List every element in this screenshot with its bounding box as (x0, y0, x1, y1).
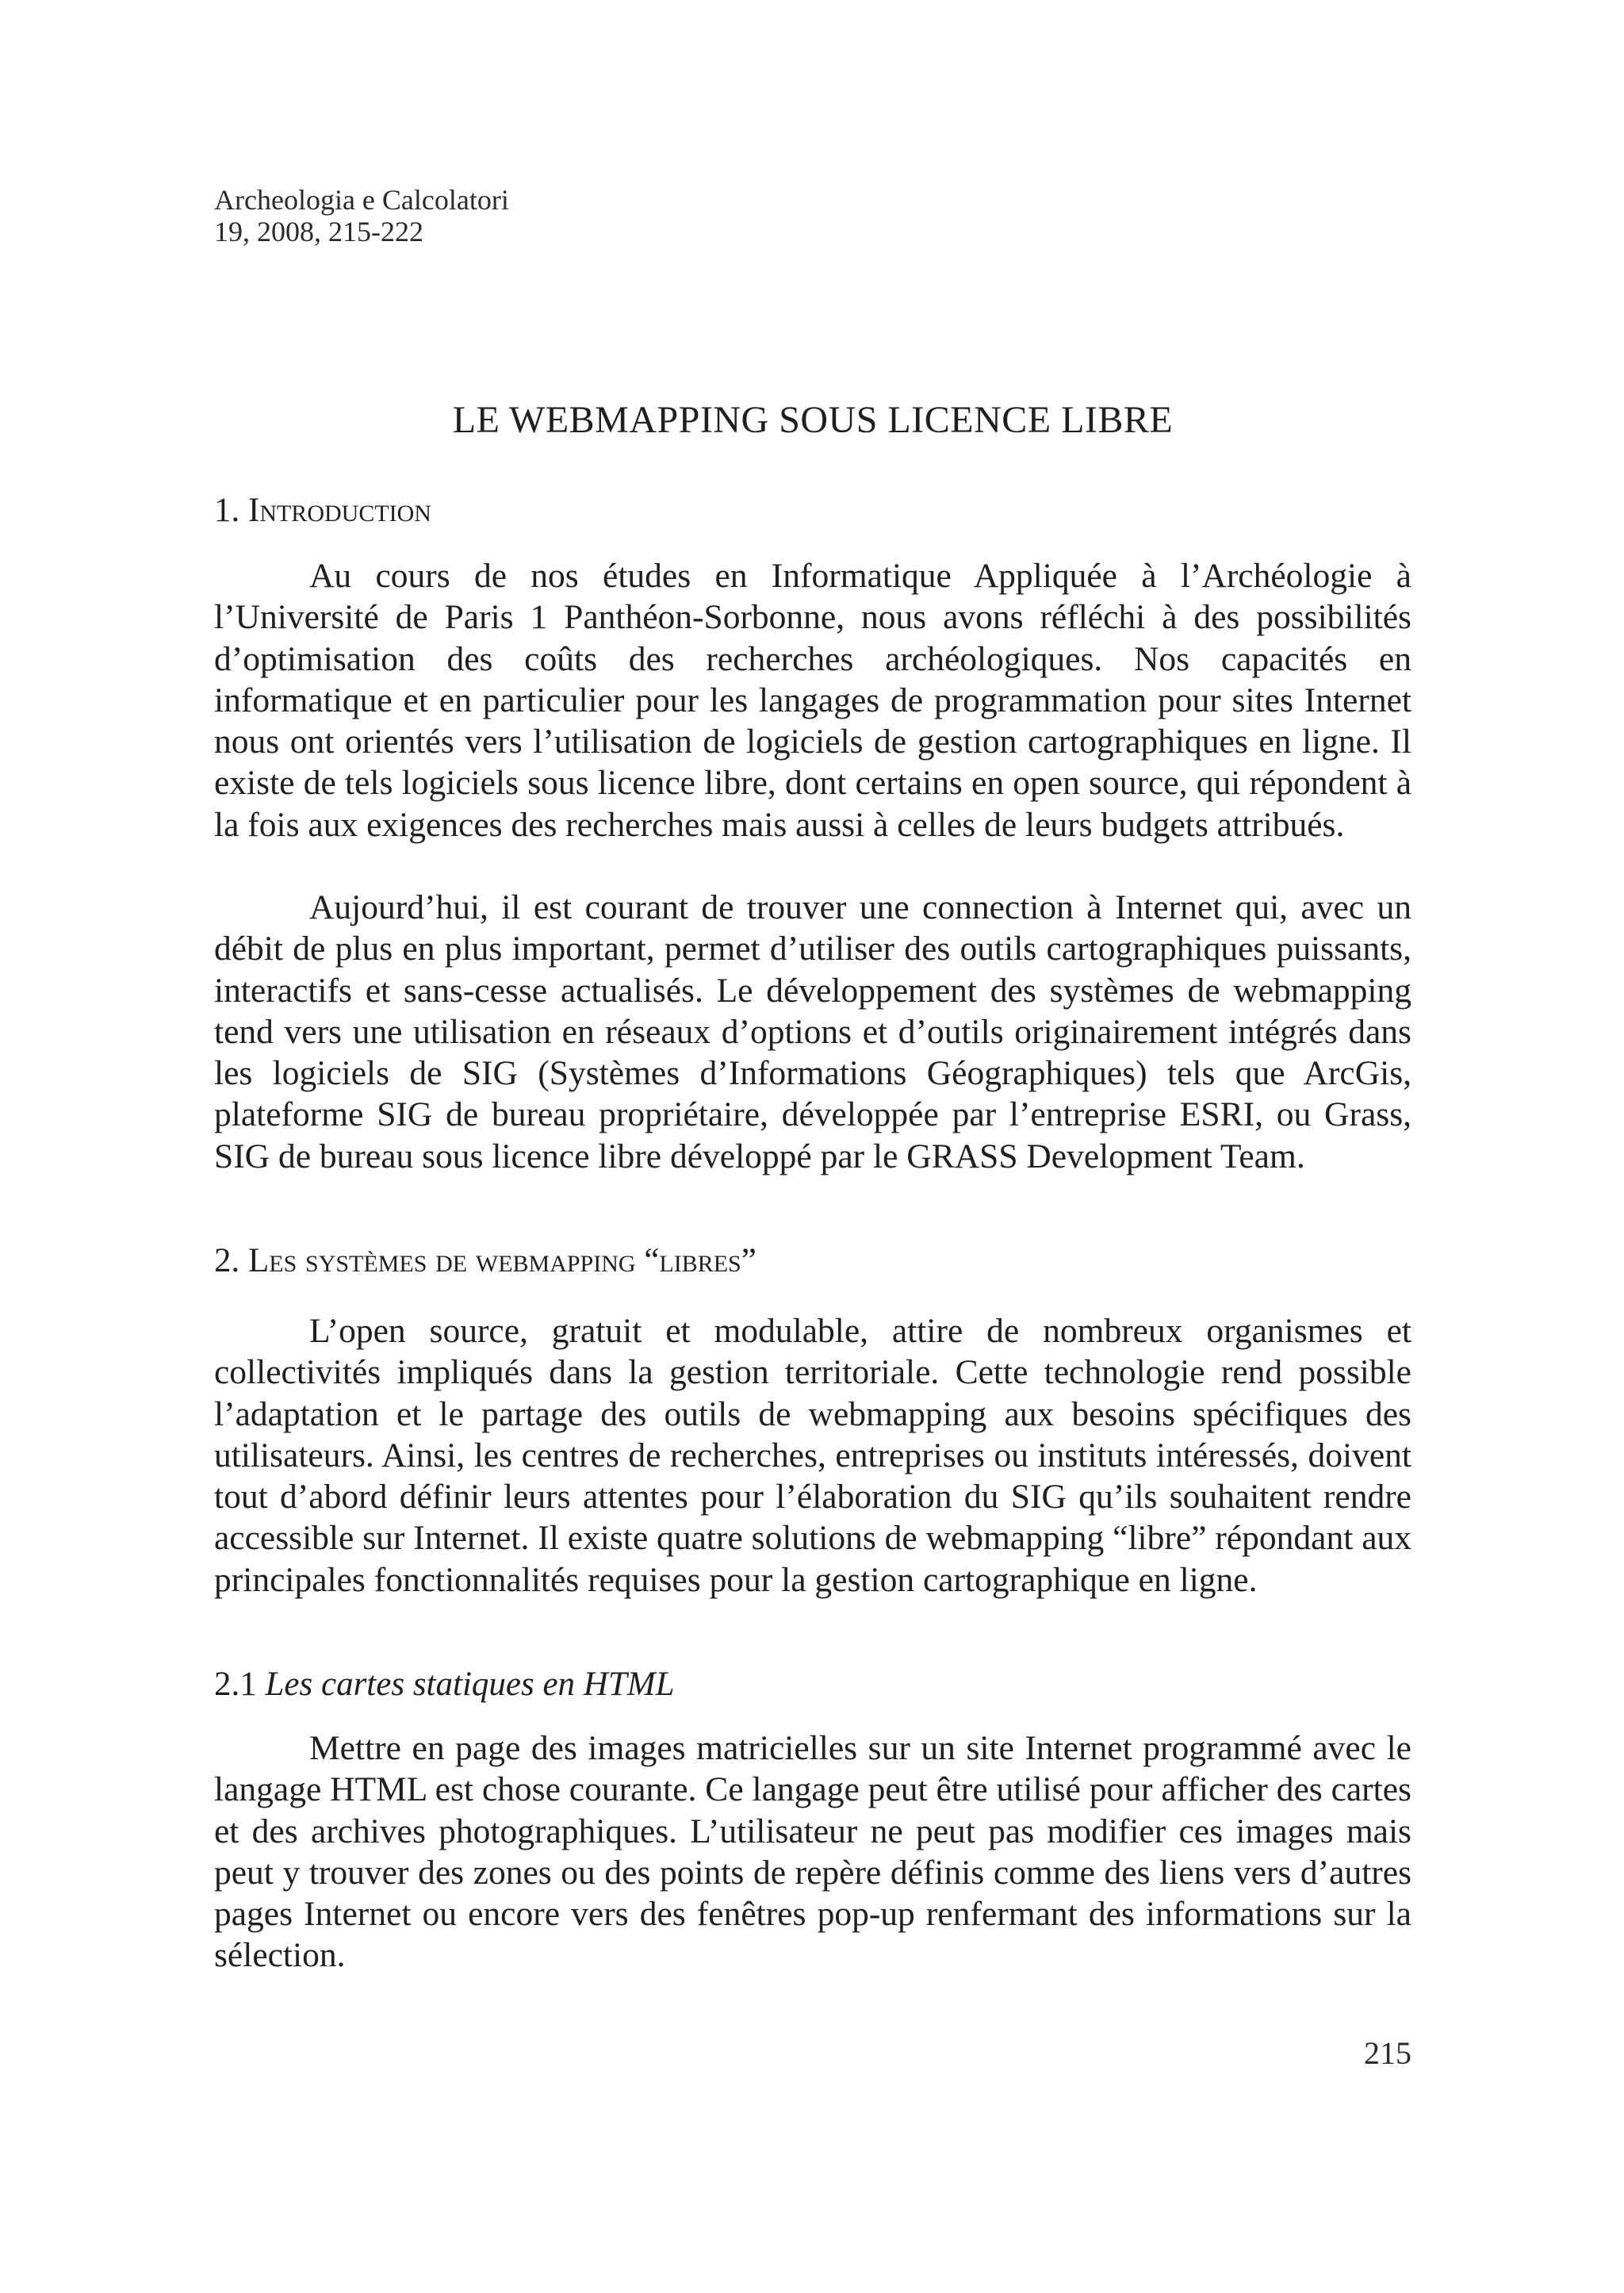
journal-header (214, 184, 509, 247)
section-2-1-title: Les cartes statiques en HTML (265, 1666, 675, 1703)
section-2-1-number: 2.1 (214, 1666, 257, 1703)
article-title: LE WEBMAPPING SOUS LICENCE LIBRE (452, 399, 1174, 441)
section-1-paragraph-2: Aujourd’hui, il est courant de trouver une connection à Internet qui, avec un débit de plus en plus important, permet d’utiliser des outils cartographiques puissants, interactifs et sans-cesse actualisés. Le développement des systèmes de webmapping tend vers une utilisation en réseaux d’options et d’outils originairement intégrés dans les logiciels de SIG (Systèmes d’Informations Géographiques) tels que ArcGis, plateforme SIG de bureau propriétaire, développée par l’entreprise ESRI, ou Grass, SIG de bureau sous licence libre développé par le GRASS Development Team. (214, 888, 1411, 1175)
section-1-paragraph-1: Au cours de nos études en Informatique Appliquée à l’Archéologie à l’Université de Paris 1 Panthéon-Sorbonne, nous avons réfléchi à des possibilités d’optimisation des coûts des recherches archéologiques. Nos capacités en informatique et en particulier pour les langages de programmation pour sites Internet nous ont orientés vers l’utilisation de logiciels de gestion cartographiques en ligne. Il existe de tels logiciels sous licence libre, dont certains en open source, qui répondent à la fois aux exigences des recherches mais aussi à celles de leurs budgets attribués. (214, 557, 1411, 844)
section-2-heading: 2. Les systèmes de webmapping “libres” (214, 1242, 756, 1279)
section-1-heading: 1. Introduction (214, 492, 431, 529)
section-2-1-paragraph-1: Mettre en page des images matricielles sur un site Internet programmé avec le langage HTML est chose courante. Ce langage peut être utilisé pour afficher des cartes et des archives photographiques. L’utilisateur ne peut pas modifier ces images mais peut y trouver des zones ou des points de repère définis comme des liens vers d’autres pages Internet ou encore vers des fenêtres pop-up renfermant des informations sur la sélection. (214, 1729, 1411, 1975)
page-number: 215 (1364, 2035, 1411, 2071)
section-2-paragraph-1: L’open source, gratuit et modulable, attire de nombreux organismes et collectivités impliqués dans la gestion territoriale. Cette technologie rend possible l’adaptation et le partage des outils de webmapping aux besoins spécifiques des utilisateurs. Ainsi, les centres de recherches, entreprises ou instituts intéressés, doivent tout d’abord définir leurs attentes pour l’élaboration du SIG qu’ils souhaitent rendre accessible sur Internet. Il existe quatre solutions de webmapping “libre” répondant aux principales fonctionnalités requises pour la gestion cartographique en ligne. (214, 1312, 1411, 1599)
journal-name: Archeologia e Calcolatori (214, 184, 509, 216)
section-2-1-heading (214, 1664, 675, 1705)
journal-issue: 19, 2008, 215-222 (214, 216, 423, 247)
